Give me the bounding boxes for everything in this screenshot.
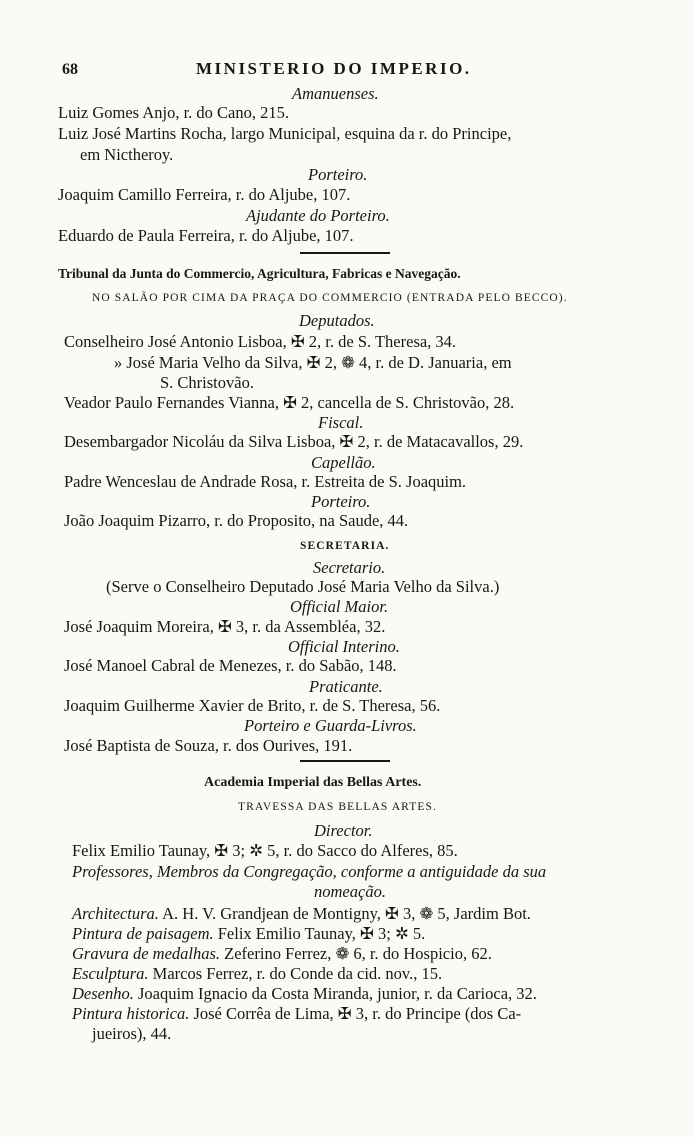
professor-entry [72, 904, 531, 924]
professor-text: Felix Emilio Taunay, ✠ 3; ✲ 5. [213, 924, 426, 943]
professor-entry [72, 1004, 521, 1024]
academia-location: TRAVESSA DAS BELLAS ARTES. [238, 801, 437, 813]
subject: Gravura de medalhas. [72, 944, 221, 963]
heading-deputados: Deputados. [299, 311, 375, 330]
subject: Architectura. [72, 904, 159, 923]
professor-text: José Corrêa de Lima, ✠ 3, r. do Principe (dos Ca- [189, 1004, 522, 1023]
professor-text: Marcos Ferrez, r. do Conde da cid. nov., 15. [148, 964, 443, 983]
professor-text: A. H. V. Grandjean de Montigny, ✠ 3, ❁ 5, Jardim Bot. [158, 904, 531, 923]
entry-line: Felix Emilio Taunay, ✠ 3; ✲ 5, r. do Sacco do Alferes, 85. [72, 841, 458, 860]
subject: Esculptura. [72, 964, 149, 983]
entry-line: Luiz Gomes Anjo, r. do Cano, 215. [58, 103, 289, 122]
heading-professores-cont: nomeação. [314, 882, 386, 901]
heading-director: Director. [314, 821, 373, 840]
tribunal-location: NO SALÃO POR CIMA DA PRAÇA DO COMMERCIO (ENTRADA PELO BECCO). [92, 292, 568, 304]
running-head: MINISTERIO DO IMPERIO. [196, 59, 472, 78]
entry-line: João Joaquim Pizarro, r. do Proposito, na Saude, 44. [64, 511, 409, 530]
heading-praticante: Praticante. [309, 677, 383, 696]
heading-capellao: Capellão. [311, 453, 376, 472]
heading-amanuenses: Amanuenses. [292, 84, 379, 103]
professor-text: Zeferino Ferrez, ❁ 6, r. do Hospicio, 62. [220, 944, 492, 963]
entry-line: Veador Paulo Fernandes Vianna, ✠ 2, cancella de S. Christovão, 28. [64, 393, 515, 412]
section-rule [300, 760, 390, 762]
heading-secretaria: SECRETARIA. [300, 540, 390, 552]
entry-line: Desembargador Nicoláu da Silva Lisboa, ✠ 2, r. de Matacavallos, 29. [64, 432, 524, 451]
entry-line: Joaquim Camillo Ferreira, r. do Aljube, 107. [58, 185, 351, 204]
entry-line: Padre Wenceslau de Andrade Rosa, r. Estreita de S. Joaquim. [64, 472, 467, 491]
professor-entry [72, 944, 492, 964]
subject: Pintura historica. [72, 1004, 190, 1023]
heading-secretario: Secretario. [313, 558, 386, 577]
section-rule [300, 252, 390, 254]
entry-line: Conselheiro José Antonio Lisboa, ✠ 2, r. de S. Theresa, 34. [64, 332, 457, 351]
professor-entry [72, 964, 442, 984]
subject: Desenho. [72, 984, 134, 1003]
entry-line: José Joaquim Moreira, ✠ 3, r. da Assembléa, 32. [64, 617, 386, 636]
professor-text: Joaquim Ignacio da Costa Miranda, junior, r. da Carioca, 32. [133, 984, 537, 1003]
entry-line: (Serve o Conselheiro Deputado José Maria Velho da Silva.) [106, 577, 500, 596]
professor-entry [72, 984, 537, 1004]
entry-line: Joaquim Guilherme Xavier de Brito, r. de S. Theresa, 56. [64, 696, 441, 715]
heading-professores: Professores, Membros da Congregação, conforme a antiguidade da sua [72, 862, 547, 881]
entry-line: José Manoel Cabral de Menezes, r. do Sabão, 148. [64, 656, 397, 675]
page-number: 68 [62, 61, 78, 78]
entry-line: jueiros), 44. [92, 1024, 172, 1043]
academia-title: Academia Imperial das Bellas Artes. [204, 775, 422, 790]
heading-porteiro: Porteiro. [308, 165, 368, 184]
heading-fiscal: Fiscal. [318, 413, 364, 432]
heading-porteiro-tribunal: Porteiro. [311, 492, 371, 511]
heading-porteiro-guarda-livros: Porteiro e Guarda-Livros. [244, 716, 417, 735]
entry-line: José Baptista de Souza, r. dos Ourives, 191. [64, 736, 353, 755]
entry-line: » José Maria Velho da Silva, ✠ 2, ❁ 4, r. de D. Januaria, em [114, 353, 512, 372]
entry-line: Luiz José Martins Rocha, largo Municipal, esquina da r. do Principe, [58, 124, 512, 143]
heading-official-interino: Official Interino. [288, 637, 400, 656]
entry-line: S. Christovão. [160, 373, 254, 392]
subject: Pintura de paisagem. [72, 924, 214, 943]
heading-ajudante-porteiro: Ajudante do Porteiro. [246, 206, 390, 225]
entry-line: em Nictheroy. [80, 145, 174, 164]
heading-official-maior: Official Maior. [290, 597, 389, 616]
professor-entry [72, 924, 425, 944]
entry-line: Eduardo de Paula Ferreira, r. do Aljube, 107. [58, 226, 354, 245]
tribunal-title: Tribunal da Junta do Commercio, Agricultura, Fabricas e Navegação. [58, 266, 461, 281]
